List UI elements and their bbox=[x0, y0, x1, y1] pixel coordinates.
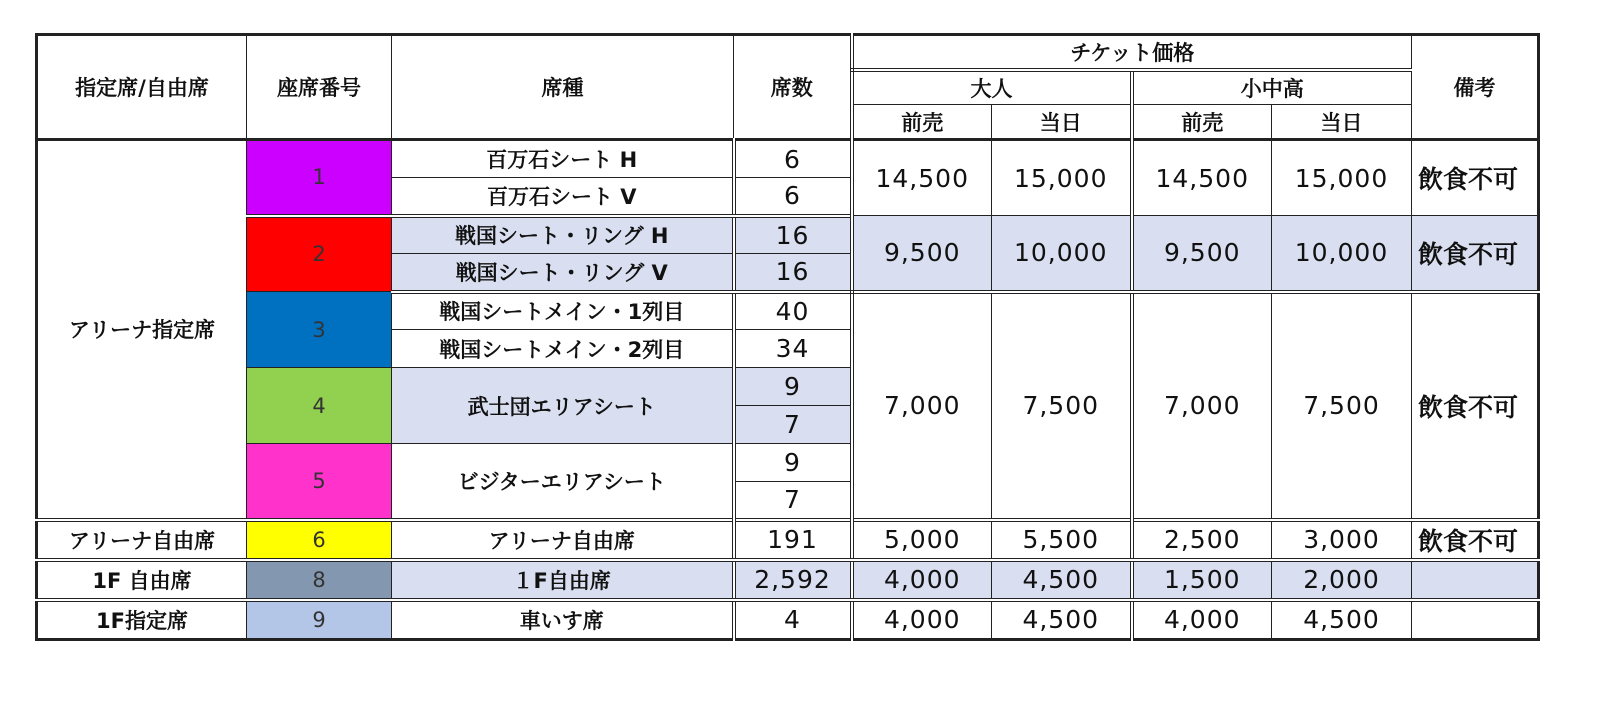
price-adult-advance: 7,000 bbox=[852, 292, 992, 520]
seat-type-cell: 百万石シート H bbox=[392, 140, 734, 178]
header-adult: 大人 bbox=[852, 70, 1132, 105]
seat-number-3: 3 bbox=[247, 292, 392, 368]
seat-number-8: 8 bbox=[247, 560, 392, 600]
price-student-same-day: 4,500 bbox=[1272, 600, 1412, 640]
seat-count-cell: 6 bbox=[734, 140, 852, 178]
table-row bbox=[37, 292, 1539, 330]
price-adult-same-day: 10,000 bbox=[992, 216, 1132, 292]
header-seat-count: 席数 bbox=[734, 35, 852, 140]
price-student-same-day: 10,000 bbox=[1272, 216, 1412, 292]
price-adult-advance: 9,500 bbox=[852, 216, 992, 292]
remarks-cell: 飲食不可 bbox=[1412, 140, 1539, 216]
seat-count-cell: 2,592 bbox=[734, 560, 852, 600]
table-row bbox=[37, 600, 1539, 640]
seat-type-cell: アリーナ自由席 bbox=[392, 520, 734, 560]
remarks-cell bbox=[1412, 560, 1539, 600]
group-arena-free: アリーナ自由席 bbox=[37, 520, 247, 560]
header-row-1 bbox=[37, 35, 1539, 70]
seat-number-6: 6 bbox=[247, 520, 392, 560]
seat-count-cell: 4 bbox=[734, 600, 852, 640]
seat-count-cell: 6 bbox=[734, 178, 852, 216]
price-student-advance: 4,000 bbox=[1132, 600, 1272, 640]
seat-type-cell: ビジターエリアシート bbox=[392, 444, 734, 520]
seat-count-cell: 16 bbox=[734, 216, 852, 254]
price-adult-advance: 14,500 bbox=[852, 140, 992, 216]
seat-count-cell: 9 bbox=[734, 368, 852, 406]
price-adult-same-day: 5,500 bbox=[992, 520, 1132, 560]
remarks-cell: 飲食不可 bbox=[1412, 292, 1539, 520]
seat-count-cell: 7 bbox=[734, 482, 852, 520]
header-ticket-price: チケット価格 bbox=[852, 35, 1412, 70]
group-1f-free: 1F 自由席 bbox=[37, 560, 247, 600]
header-student-same-day: 当日 bbox=[1272, 105, 1412, 140]
header-adult-advance: 前売 bbox=[852, 105, 992, 140]
seat-type-cell: 戦国シートメイン・2列目 bbox=[392, 330, 734, 368]
ticket-price-table-container bbox=[35, 33, 1540, 641]
seat-count-cell: 191 bbox=[734, 520, 852, 560]
seat-type-cell: 武士団エリアシート bbox=[392, 368, 734, 444]
header-student: 小中高 bbox=[1132, 70, 1412, 105]
header-remarks: 備考 bbox=[1412, 35, 1539, 140]
remarks-cell: 飲食不可 bbox=[1412, 216, 1539, 292]
price-student-advance: 2,500 bbox=[1132, 520, 1272, 560]
price-student-advance: 14,500 bbox=[1132, 140, 1272, 216]
price-adult-advance: 5,000 bbox=[852, 520, 992, 560]
price-student-advance: 1,500 bbox=[1132, 560, 1272, 600]
group-1f-reserved: 1F指定席 bbox=[37, 600, 247, 640]
table-row bbox=[37, 216, 1539, 254]
price-adult-same-day: 4,500 bbox=[992, 600, 1132, 640]
price-student-advance: 7,000 bbox=[1132, 292, 1272, 520]
seat-type-cell: 百万石シート V bbox=[392, 178, 734, 216]
price-student-same-day: 7,500 bbox=[1272, 292, 1412, 520]
price-adult-advance: 4,000 bbox=[852, 560, 992, 600]
seat-type-cell: １F自由席 bbox=[392, 560, 734, 600]
seat-count-cell: 16 bbox=[734, 254, 852, 292]
table-row bbox=[37, 560, 1539, 600]
header-seat-number: 座席番号 bbox=[247, 35, 392, 140]
seat-type-cell: 戦国シートメイン・1列目 bbox=[392, 292, 734, 330]
price-adult-advance: 4,000 bbox=[852, 600, 992, 640]
seat-number-9: 9 bbox=[247, 600, 392, 640]
seat-type-cell: 車いす席 bbox=[392, 600, 734, 640]
seat-number-5: 5 bbox=[247, 444, 392, 520]
price-student-same-day: 2,000 bbox=[1272, 560, 1412, 600]
seat-number-1: 1 bbox=[247, 140, 392, 216]
seat-count-cell: 34 bbox=[734, 330, 852, 368]
header-student-advance: 前売 bbox=[1132, 105, 1272, 140]
group-arena-reserved: アリーナ指定席 bbox=[37, 140, 247, 520]
remarks-cell bbox=[1412, 600, 1539, 640]
seat-count-cell: 40 bbox=[734, 292, 852, 330]
price-student-same-day: 15,000 bbox=[1272, 140, 1412, 216]
remarks-cell: 飲食不可 bbox=[1412, 520, 1539, 560]
seat-number-2: 2 bbox=[247, 216, 392, 292]
table-row bbox=[37, 520, 1539, 560]
price-adult-same-day: 4,500 bbox=[992, 560, 1132, 600]
header-designation: 指定席/自由席 bbox=[37, 35, 247, 140]
price-student-same-day: 3,000 bbox=[1272, 520, 1412, 560]
seat-count-cell: 9 bbox=[734, 444, 852, 482]
table-row bbox=[37, 140, 1539, 178]
seat-type-cell: 戦国シート・リング H bbox=[392, 216, 734, 254]
ticket-price-table bbox=[35, 33, 1540, 641]
header-seat-type: 席種 bbox=[392, 35, 734, 140]
price-adult-same-day: 7,500 bbox=[992, 292, 1132, 520]
price-adult-same-day: 15,000 bbox=[992, 140, 1132, 216]
seat-count-cell: 7 bbox=[734, 406, 852, 444]
seat-number-4: 4 bbox=[247, 368, 392, 444]
price-student-advance: 9,500 bbox=[1132, 216, 1272, 292]
seat-type-cell: 戦国シート・リング V bbox=[392, 254, 734, 292]
header-adult-same-day: 当日 bbox=[992, 105, 1132, 140]
